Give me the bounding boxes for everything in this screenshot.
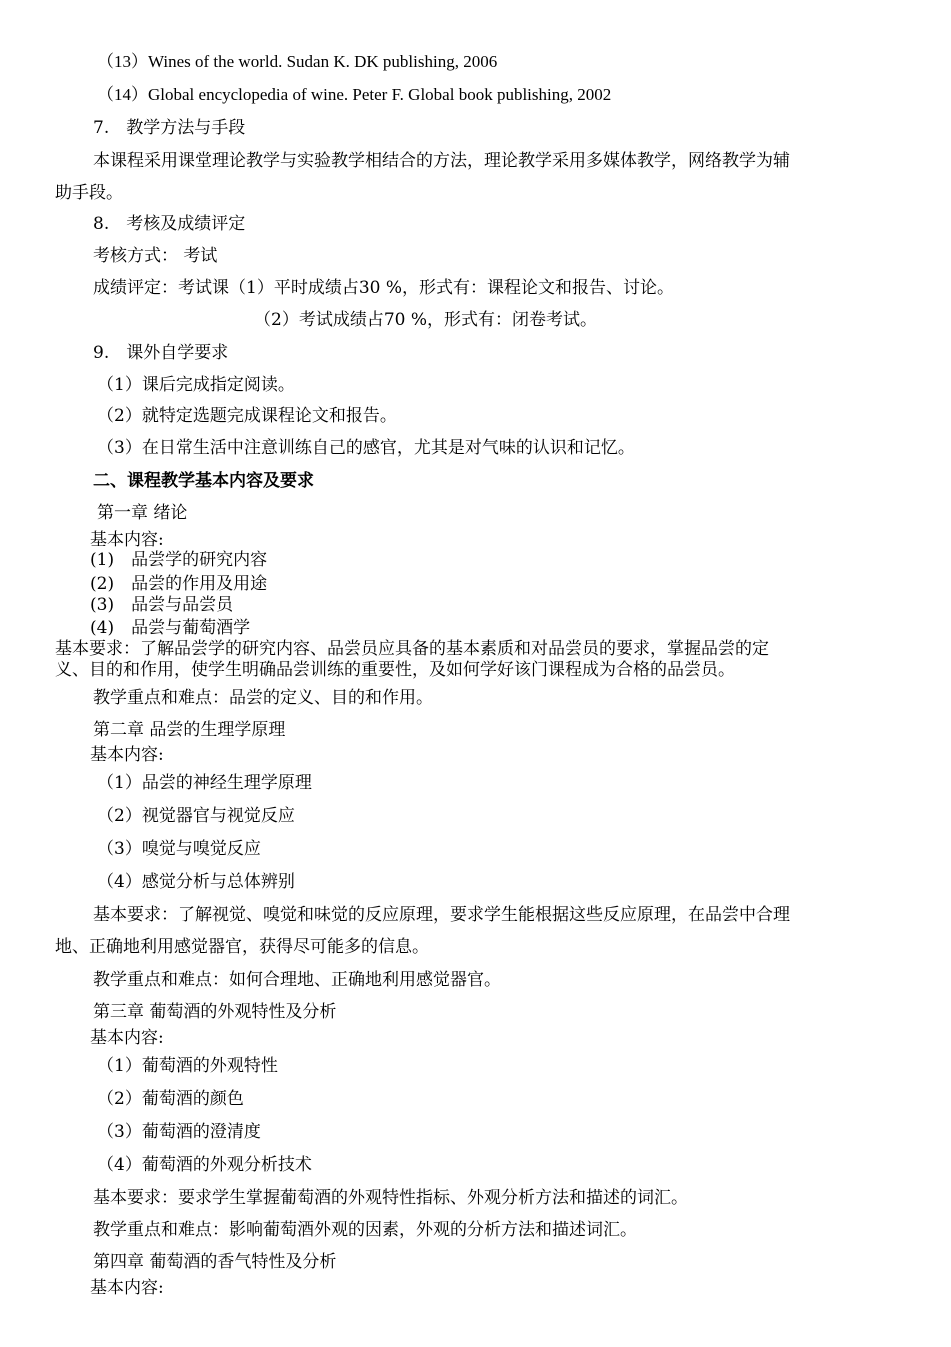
chapter-2-item: （4）感觉分析与总体辨别 [97,872,295,892]
chapter-3-item: （4）葡萄酒的外观分析技术 [97,1155,312,1175]
chapter-2-item: （3）嗅觉与嗅觉反应 [97,839,261,859]
chapter-2-item: （1）品尝的神经生理学原理 [97,773,312,793]
section-9-heading: 9. 课外自学要求 [93,343,229,363]
chapter-3-requirement: 基本要求：要求学生掌握葡萄酒的外观特性指标、外观分析方法和描述的词汇。 [93,1188,688,1208]
chapter-3-item: （2）葡萄酒的颜色 [97,1089,244,1109]
chapter-2-requirement-line-2: 地、正确地利用感觉器官，获得尽可能多的信息。 [55,937,429,957]
self-study-item: （2）就特定选题完成课程论文和报告。 [97,406,397,426]
section-7-heading: 7. 教学方法与手段 [93,118,246,138]
section-7-paragraph-line-1: 本课程采用课堂理论教学与实验教学相结合的方法，理论教学采用多媒体教学，网络教学为辅 [93,151,790,171]
chapter-3-title: 第三章 葡萄酒的外观特性及分析 [93,1002,337,1022]
reference-13: （13）Wines of the world. Sudan K. DK publishing, 2006 [97,52,498,71]
chapter-3-focus: 教学重点和难点：影响葡萄酒外观的因素，外观的分析方法和描述词汇。 [93,1220,637,1240]
chapter-1-content-label: 基本内容: [90,530,164,550]
chapter-1-requirement-line-1: 基本要求：了解品尝学的研究内容、品尝员应具备的基本素质和对品尝员的要求，掌握品尝的定 [55,639,769,659]
chapter-4-title: 第四章 葡萄酒的香气特性及分析 [93,1252,337,1272]
chapter-3-item: （1）葡萄酒的外观特性 [97,1056,278,1076]
chapter-1-item: (3) 品尝与品尝员 [90,595,234,615]
grading-line-2: （2）考试成绩占70 %，形式有：闭卷考试。 [254,310,598,330]
reference-14: （14）Global encyclopedia of wine. Peter F. Global book publishing, 2002 [97,85,612,104]
chapter-3-content-label: 基本内容: [90,1028,164,1048]
chapter-2-item: （2）视觉器官与视觉反应 [97,806,295,826]
chapter-1-item: (1) 品尝学的研究内容 [90,550,268,570]
grading-line-1: 成绩评定：考试课（1）平时成绩占30 %，形式有：课程论文和报告、讨论。 [93,278,675,298]
section-8-heading: 8. 考核及成绩评定 [93,214,246,234]
chapter-4-content-label: 基本内容: [90,1278,164,1298]
section-7-paragraph-line-2: 助手段。 [55,183,123,203]
chapter-1-requirement-line-2: 义、目的和作用，使学生明确品尝训练的重要性，及如何学好该门课程成为合格的品尝员。 [55,660,735,680]
assessment-method: 考核方式： 考试 [93,246,218,266]
chapter-2-requirement-line-1: 基本要求：了解视觉、嗅觉和味觉的反应原理，要求学生能根据这些反应原理，在品尝中合理 [93,905,790,925]
chapter-1-item: (4) 品尝与葡萄酒学 [90,618,251,638]
section-2-title: 二、课程教学基本内容及要求 [93,471,314,491]
self-study-item: （3）在日常生活中注意训练自己的感官，尤其是对气味的认识和记忆。 [97,438,635,458]
chapter-2-title: 第二章 品尝的生理学原理 [93,720,286,740]
chapter-1-item: (2) 品尝的作用及用途 [90,574,268,594]
chapter-2-content-label: 基本内容: [90,745,164,765]
self-study-item: （1）课后完成指定阅读。 [97,375,295,395]
chapter-2-focus: 教学重点和难点：如何合理地、正确地利用感觉器官。 [93,970,501,990]
chapter-1-focus: 教学重点和难点：品尝的定义、目的和作用。 [93,688,433,708]
chapter-3-item: （3）葡萄酒的澄清度 [97,1122,261,1142]
chapter-1-title: 第一章 绪论 [97,503,188,523]
